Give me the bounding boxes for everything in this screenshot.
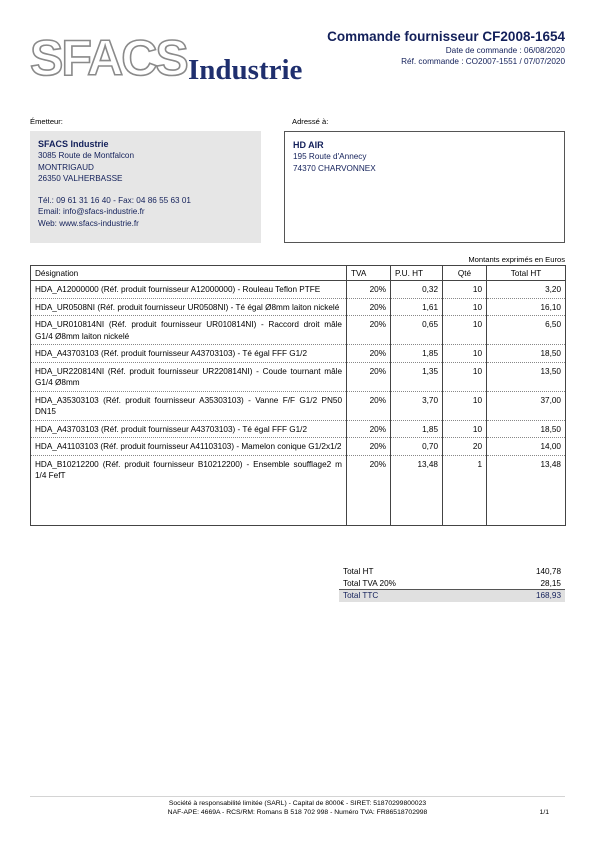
- column-header-unit-price: P.U. HT: [391, 266, 443, 281]
- total-ttc-row: [339, 589, 565, 602]
- sender-phone-fax: Tél.: 09 61 31 16 40 - Fax: 04 86 55 63 01: [38, 195, 191, 205]
- sender-label: Émetteur:: [30, 117, 63, 126]
- table-row: [31, 362, 566, 391]
- cell-quantity: 20: [443, 438, 487, 456]
- footer-legal-line: Société à responsabilité limitée (SARL) - Capital de 8000€ - SIRET: 51870299800023: [168, 800, 427, 807]
- cell-total: 37,00: [487, 391, 566, 420]
- cell-total: 18,50: [487, 345, 566, 363]
- cell-unit-price: 1,85: [391, 345, 443, 363]
- order-lines-table: [30, 265, 566, 526]
- recipient-address-line: 74370 CHARVONNEX: [293, 163, 376, 173]
- footer-divider: [30, 796, 565, 797]
- cell-designation: HDA_UR220814NI (Réf. produit fournisseur UR220814NI) - Coude tournant mâle G1/4 Ø8mm: [31, 362, 347, 391]
- order-date: Date de commande : 06/08/2020: [445, 46, 565, 55]
- cell-unit-price: 13,48: [391, 455, 443, 525]
- cell-total: 14,00: [487, 438, 566, 456]
- cell-quantity: 10: [443, 281, 487, 299]
- cell-quantity: 10: [443, 345, 487, 363]
- company-logo: [30, 30, 320, 90]
- table-row: [31, 455, 566, 525]
- logo-subtitle: Industrie: [188, 54, 303, 86]
- column-header-quantity: Qté: [443, 266, 487, 281]
- sender-email: Email: info@sfacs-industrie.fr: [38, 207, 145, 216]
- cell-quantity: 10: [443, 298, 487, 316]
- cell-unit-price: 0,65: [391, 316, 443, 345]
- cell-unit-price: 1,85: [391, 420, 443, 438]
- recipient-label: Adressé à:: [292, 117, 329, 126]
- total-ht-value: 140,78: [535, 567, 561, 576]
- logo-wordmark: SFACS: [30, 30, 187, 86]
- cell-tva: 20%: [347, 420, 391, 438]
- recipient-block: [284, 131, 565, 243]
- table-row: [31, 420, 566, 438]
- total-ttc-value: 168,93: [535, 591, 561, 600]
- total-ht-label: Total HT: [343, 567, 374, 576]
- currency-note: Montants exprimés en Euros: [468, 255, 565, 264]
- cell-quantity: 1: [443, 455, 487, 525]
- cell-unit-price: 0,70: [391, 438, 443, 456]
- page-number: 1/1: [539, 809, 549, 816]
- cell-unit-price: 3,70: [391, 391, 443, 420]
- column-header-tva: TVA: [347, 266, 391, 281]
- cell-tva: 20%: [347, 316, 391, 345]
- recipient-address-line: 195 Route d'Annecy: [293, 152, 367, 161]
- total-tva-value: 28,15: [540, 578, 561, 588]
- table-row: [31, 316, 566, 345]
- sender-name: SFACS Industrie: [38, 139, 109, 149]
- recipient-name: HD AIR: [293, 140, 324, 150]
- cell-tva: 20%: [347, 438, 391, 456]
- cell-tva: 20%: [347, 298, 391, 316]
- cell-designation: HDA_UR0508NI (Réf. produit fournisseur UR0508NI) - Té égal Ø8mm laiton nickelé: [31, 298, 347, 316]
- total-tva-row: [339, 578, 565, 590]
- column-header-designation: Désignation: [31, 266, 347, 281]
- table-row: [31, 298, 566, 316]
- cell-unit-price: 1,61: [391, 298, 443, 316]
- cell-designation: HDA_A41103103 (Réf. produit fournisseur A41103103) - Mamelon conique G1/2x1/2: [31, 438, 347, 456]
- cell-tva: 20%: [347, 391, 391, 420]
- cell-total: 13,48: [487, 455, 566, 525]
- cell-quantity: 10: [443, 362, 487, 391]
- cell-designation: HDA_UR010814NI (Réf. produit fournisseur UR010814NI) - Raccord droit mâle G1/4 Ø8mm laiton nickelé: [31, 316, 347, 345]
- cell-quantity: 10: [443, 420, 487, 438]
- sender-address-line: 26350 VALHERBASSE: [38, 174, 123, 183]
- cell-designation: HDA_A43703103 (Réf. produit fournisseur A43703103) - Té égal FFF G1/2: [31, 420, 347, 438]
- document-title: Commande fournisseur CF2008-1654: [327, 29, 565, 44]
- cell-tva: 20%: [347, 345, 391, 363]
- cell-designation: HDA_A43703103 (Réf. produit fournisseur A43703103) - Té égal FFF G1/2: [31, 345, 347, 363]
- cell-total: 18,50: [487, 420, 566, 438]
- footer-legal-line: NAF-APE: 4669A - RCS/RM: Romans B 518 702 998 - Numéro TVA: FR86518702998: [167, 809, 428, 816]
- order-reference: Réf. commande : CO2007-1551 / 07/07/2020: [401, 57, 565, 66]
- sender-address-line: 3085 Route de Montfalcon: [38, 151, 135, 160]
- table-row: [31, 391, 566, 420]
- total-ttc-label: Total TTC: [343, 591, 379, 600]
- table-row: [31, 281, 566, 299]
- table-header-row: [31, 266, 566, 281]
- cell-quantity: 10: [443, 391, 487, 420]
- total-ht-row: [339, 566, 565, 578]
- cell-total: 16,10: [487, 298, 566, 316]
- cell-unit-price: 0,32: [391, 281, 443, 299]
- cell-designation: HDA_A12000000 (Réf. produit fournisseur A12000000) - Rouleau Teflon PTFE: [31, 281, 347, 299]
- cell-total: 13,50: [487, 362, 566, 391]
- cell-designation: HDA_B10212200 (Réf. produit fournisseur B10212200) - Ensemble soufflage2 m 1/4 FefT: [31, 455, 347, 525]
- table-row: [31, 438, 566, 456]
- cell-designation: HDA_A35303103 (Réf. produit fournisseur A35303103) - Vanne F/F G1/2 PN50 DN15: [31, 391, 347, 420]
- sender-block: [30, 131, 261, 243]
- sender-website: Web: www.sfacs-industrie.fr: [38, 218, 139, 228]
- total-tva-label: Total TVA 20%: [343, 578, 396, 588]
- cell-tva: 20%: [347, 362, 391, 391]
- column-header-total: Total HT: [487, 266, 566, 281]
- table-row: [31, 345, 566, 363]
- cell-unit-price: 1,35: [391, 362, 443, 391]
- cell-quantity: 10: [443, 316, 487, 345]
- sender-address-line: MONTRIGAUD: [38, 162, 94, 172]
- cell-total: 6,50: [487, 316, 566, 345]
- cell-tva: 20%: [347, 455, 391, 525]
- cell-total: 3,20: [487, 281, 566, 299]
- cell-tva: 20%: [347, 281, 391, 299]
- totals-block: [339, 566, 565, 602]
